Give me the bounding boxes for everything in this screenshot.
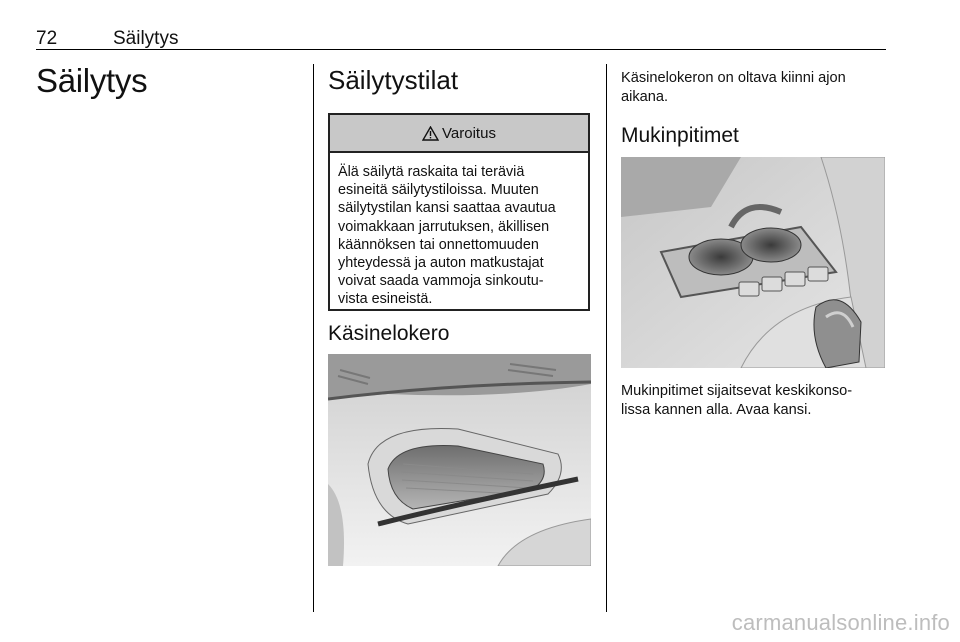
- warning-line: käännöksen tai onnettomuuden: [338, 236, 539, 253]
- warning-triangle-icon: [422, 126, 439, 141]
- section-heading-storage: Säilytystilat: [328, 65, 459, 95]
- subheading-glovebox: Käsinelokero: [328, 322, 450, 345]
- warning-line: Älä säilytä raskaita tai teräviä: [338, 164, 525, 180]
- text-line: Mukinpitimet sijaitsevat keskikonso-: [621, 383, 853, 399]
- warning-line: voimakkaan jarrutuksen, äkillisen: [338, 218, 550, 235]
- chapter-title: Säilytys: [36, 62, 148, 99]
- warning-line: voivat saada vammoja sinkoutu-: [338, 273, 544, 290]
- column-divider-2: [606, 64, 607, 612]
- text-line: lissa kannen alla. Avaa kansi.: [621, 401, 812, 418]
- warning-header: [330, 115, 588, 153]
- running-header-section: Säilytys: [113, 28, 179, 49]
- glovebox-note: [621, 69, 846, 106]
- subheading-cupholders: Mukinpitimet: [621, 124, 739, 147]
- warning-text: [330, 153, 588, 309]
- warning-line: esineitä säilytystiloissa. Muuten: [338, 182, 539, 199]
- cupholder-caption: [621, 382, 852, 419]
- text-line: Käsinelokeron on oltava kiinni ajon: [621, 70, 846, 86]
- warning-line: yhteydessä ja auton matkustajat: [338, 255, 544, 272]
- watermark: carmanualsonline.info: [731, 610, 950, 635]
- warning-title: Varoitus: [442, 124, 496, 142]
- text-line: aikana.: [621, 88, 669, 105]
- cupholder-illustration: [621, 157, 885, 368]
- column-divider-1: [313, 64, 314, 612]
- header-rule: [36, 49, 886, 50]
- page-number: 72: [36, 28, 58, 49]
- warning-box: [328, 113, 590, 311]
- warning-line: säilytystilan kansi saattaa avautua: [338, 200, 556, 217]
- glovebox-illustration: [328, 354, 591, 566]
- warning-line: vista esineistä.: [338, 291, 433, 308]
